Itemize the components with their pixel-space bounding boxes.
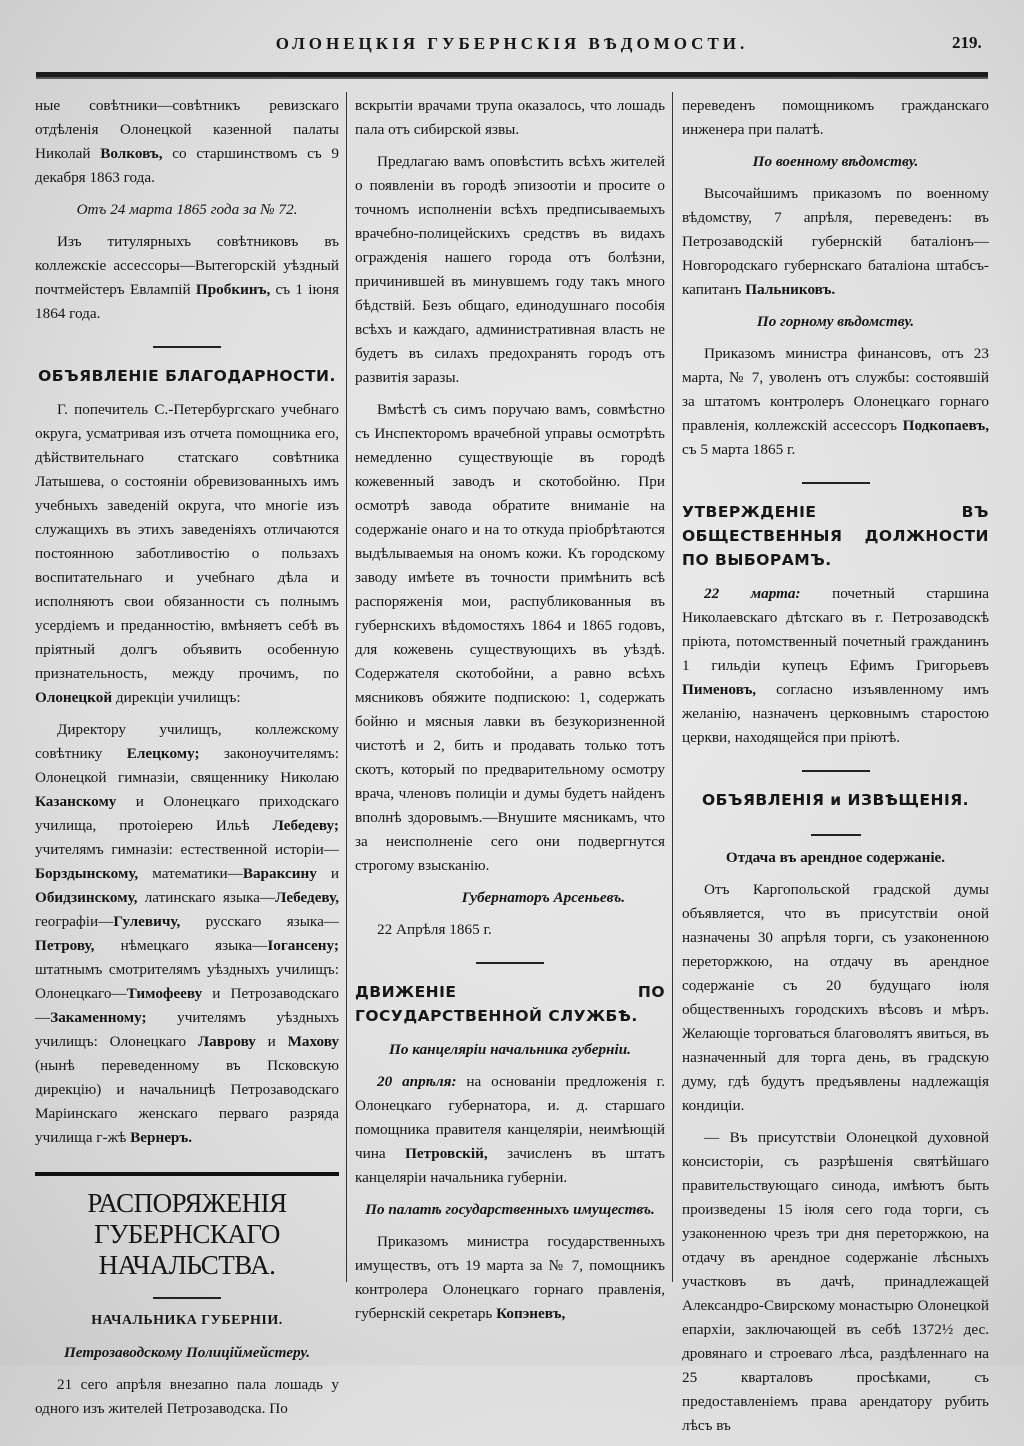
text-run: Г. попечитель С.-Петербургскаго учебнаго округа, усматривая изъ отчета помощника его, дѣйствительнаго статскаго совѣтника Латышева, о состояніи обревизованныхъ имъ учебныхъ заведеній округа, что многіе изъ служащихъ въ этихъ заведеніяхъ отличаются постоянною заботливостію о пользахъ воспитательнаго и учебнаго дѣла и исполняютъ свои обязанности съ полнымъ усердіемъ и преданностію, вмѣняетъ себѣ въ пріятный долгъ объявить особенную признательность, между прочимъ, по [35, 401, 339, 682]
text-run: латинскаго языка— [137, 889, 276, 906]
paragraph [355, 94, 665, 142]
subsection-heading: По горному вѣдомству. [756, 313, 915, 330]
column-1 [35, 94, 339, 1429]
bold-name: Іогансену; [267, 937, 339, 954]
section-heading: УТВЕРЖДЕНІЕ ВЪ ОБЩЕСТВЕННЫЯ ДОЛЖНОСТИ ПО ВЫБОРАМЪ. [682, 503, 989, 569]
divider [802, 482, 870, 484]
paragraph [35, 718, 339, 1150]
newspaper-title: ОЛОНЕЦКІЯ ГУБЕРНСКІЯ ВѢДОМОСТИ. [275, 34, 749, 53]
paragraph [35, 230, 339, 326]
divider [802, 770, 870, 772]
column-divider [672, 92, 673, 1282]
text-run: географіи— [35, 913, 114, 930]
paragraph [682, 94, 989, 142]
paragraph [355, 1070, 665, 1190]
text-run: переведенъ помощникомъ гражданскаго инженера при палатѣ. [682, 97, 989, 138]
bold-name: Пробкинъ, [195, 281, 271, 298]
paragraph [35, 398, 339, 710]
column-2 [355, 94, 665, 1334]
bold-name: Копэневъ, [496, 1305, 566, 1322]
text-run: вскрытіи врачами трупа оказалось, что лошадь пала отъ сибирской язвы. [355, 97, 665, 138]
text-run: съ 5 марта 1865 г. [682, 441, 796, 458]
paragraph [682, 582, 989, 750]
text-run: 21 сего апрѣля внезапно пала лошадь у одного изъ жителей Петрозаводска. По [35, 1376, 339, 1417]
paragraph [355, 1230, 665, 1326]
bold-name: Вараксину [242, 865, 317, 882]
section-heading: ДВИЖЕНІЕ ПО ГОСУДАРСТВЕННОЙ СЛУЖБѢ. [355, 983, 665, 1025]
paragraph [682, 342, 989, 462]
divider [153, 346, 221, 348]
section-rule [35, 1172, 339, 1176]
section-heading: ОБЪЯВЛЕНІЯ и ИЗВѢЩЕНІЯ. [701, 791, 970, 809]
paragraph [682, 182, 989, 302]
subsection-heading: По канцеляріи начальника губерніи. [389, 1041, 631, 1058]
divider [811, 834, 861, 836]
date-line: 22 Апрѣля 1865 г. [377, 921, 492, 938]
paragraph [355, 398, 665, 878]
text-run: и Олонецкаго приходскаго училища, протоіерею Ильѣ [35, 793, 339, 834]
divider [476, 962, 544, 964]
notice-heading: Отдача въ арендное содержаніе. [725, 849, 946, 866]
italic-date: 22 марта: [704, 585, 801, 602]
text-run: Директору училищъ, коллежскому совѣтнику [35, 721, 339, 762]
text-run: на основаніи предложенія г. Олонецкаго губернатора, и. д. старшаго помощника правителя канцеляріи, неимѣющій чина [355, 1073, 665, 1162]
text-run: зачисленъ въ штатъ канцеляріи начальника губерніи. [355, 1145, 665, 1186]
bold-name: Волковъ, [100, 145, 163, 162]
paragraph [35, 94, 339, 190]
text-run: учителямъ уѣздныхъ училищъ: Олонецкаго [35, 1009, 339, 1050]
bold-name: Лаврову [197, 1033, 256, 1050]
text-run: Отъ Каргопольской градской думы объявляется, что въ присутствіи оной назначены 30 апрѣля торги, съ узаконенною переторжкою, на отдачу въ арендное содержаніе съ 20 будущаго іюля общественныхъ городскихъ вѣсовъ и мѣръ. Желающіе торговаться благоволятъ явиться, въ назначенный для торга день, въ градскую думу, гдѣ будутъ предъявлены надлежащія кондиціи. [682, 881, 989, 1114]
text-run: Изъ титулярныхъ совѣтниковъ въ коллежскіе ассессоры—Вытегорскій уѣздный почтмейстеръ Евлампій [35, 233, 339, 298]
bold-name: Гулевичу, [113, 913, 181, 930]
bold-name: Махову [287, 1033, 339, 1050]
text-run: Приказомъ министра финансовъ, отъ 23 марта, № 7, уволенъ отъ службы: состоявшій за штатомъ контролеръ Олонецкаго горнаго правленія, коллежскій ассессоръ [682, 345, 989, 434]
big-section-heading [35, 1188, 339, 1281]
big-heading-line: РАСПОРЯЖЕНІЯ [87, 1188, 287, 1218]
text-run: русскаго языка— [180, 913, 339, 930]
bold-name: Обидзинскому, [35, 889, 138, 906]
page-number: 219. [952, 33, 982, 52]
subsection-heading: НАЧАЛЬНИКА ГУБЕРНІИ. [91, 1313, 283, 1328]
bold-name: Подкопаевъ, [902, 417, 989, 434]
bold-name: Казанскому [35, 793, 117, 810]
bold-name: Петровскій, [405, 1145, 488, 1162]
text-run: согласно изъявленному имъ желанію, назначенъ церковнымъ старостою церкви, находящейся при пріютѣ. [682, 681, 989, 746]
text-run: и [255, 1033, 288, 1050]
text-run: и Петрозаводскаго— [35, 985, 339, 1026]
text-run: Предлагаю вамъ оповѣстить всѣхъ жителей о появленіи въ городѣ эпизоотіи и просите о точномъ исполненіи всѣхъ предписываемыхъ врачебно-полицейскихъ средствъ въ видахъ огражденія нашего города отъ болѣзни, причинившей въ минувшемъ году такъ много бѣдствій. Безъ общаго, единодушнаго пособія всѣхъ и каждаго, административная власть не будетъ въ силахъ предохранять городъ отъ развитія заразы. [355, 153, 665, 386]
bold-name: Закаменному; [50, 1009, 147, 1026]
text-run: Приказомъ министра государственныхъ имуществъ, отъ 19 марта за № 7, помощникъ контролера Олонецкаго горнаго правленія, губернскій секретарь [355, 1233, 665, 1322]
section-heading: ОБЪЯВЛЕНІЕ БЛАГОДАРНОСТИ. [38, 367, 336, 385]
paragraph [35, 1373, 339, 1421]
bold-name: Пименовъ, [682, 681, 757, 698]
header-rule [36, 72, 988, 79]
bold-name: Тимофееву [126, 985, 203, 1002]
text-run: математики— [138, 865, 243, 882]
text-run: со старшинствомъ съ 9 декабря 1863 года. [35, 145, 339, 186]
text-run: съ 1 іюня 1864 года. [35, 281, 339, 322]
text-run: законоучителямъ: Олонецкой гимназіи, священнику Николаю [35, 745, 339, 786]
bold-name: Лебедеву; [272, 817, 339, 834]
bold-name: Пальниковъ. [745, 281, 836, 298]
column-divider [346, 92, 347, 1282]
bold-name: Петрову, [35, 937, 95, 954]
subsection-heading: По военному вѣдомству. [752, 153, 919, 170]
addressee: Петрозаводскому Полиціймейстеру. [63, 1344, 311, 1361]
text-run: почетный старшина Николаевскаго дѣтскаго въ г. Петрозаводскѣ пріюта, потомственный почетный гражданинъ 1 гильдіи купецъ Ефимъ Григорьевъ [682, 585, 989, 674]
divider [153, 1297, 221, 1299]
bold-name: Лебедеву, [275, 889, 339, 906]
bold-name: Елецкому; [126, 745, 200, 762]
text-run: и [316, 865, 339, 882]
order-subheading: Отъ 24 марта 1865 года за № 72. [76, 201, 298, 218]
subsection-heading: По палатѣ государственныхъ имуществъ. [365, 1201, 655, 1218]
paragraph [355, 150, 665, 390]
paragraph [682, 1126, 989, 1438]
text-run: учителямъ гимназіи: естественной исторіи— [35, 841, 339, 858]
text-run: ные совѣтники—совѣтникъ ревизскаго отдѣленія Олонецкой казенной палаты Николай [35, 97, 339, 162]
bold-name: Борздынскому, [35, 865, 139, 882]
text-run: дирекціи училищъ: [112, 689, 241, 706]
text-run: — Въ присутствіи Олонецкой духовной консисторіи, съ разрѣшенія святѣйшаго правительствующаго синода, имѣютъ быть произведены 15 іюля сего года торги, съ узаконенною чрезъ три дня переторжкою, на отдачу въ арендное содержаніе лѣсныхъ участковъ въ дачѣ, принадлежащей Александро-Свирскому монастырю Олонецкой епархіи, заключающей въ себѣ 1372½ дес. дровянаго и строеваго лѣса, раздѣленнаго на 25 кварталовъ просѣками, съ предоставленіемъ права арендатору рубить лѣсъ въ [682, 1129, 989, 1434]
big-heading-line: ГУБЕРНСКАГО НАЧАЛЬСТВА. [94, 1219, 280, 1280]
text-run: Высочайшимъ приказомъ по военному вѣдомству, 7 апрѣля, переведенъ: въ Петрозаводскій губернскій баталіонъ—Новгородскаго губернскаго баталіона штабсъ-капитанъ [682, 185, 989, 298]
text-run: штатнымъ смотрителямъ уѣздныхъ училищъ: Олонецкаго— [35, 961, 339, 1002]
text-run: (нынѣ переведенному въ Псковскую дирекцію) и начальницѣ Петрозаводскаго Маріинскаго женскаго перваго разряда училища г-жѣ [35, 1057, 339, 1146]
signature: Губернаторъ Арсеньевъ. [461, 889, 625, 906]
text-run: Вмѣстѣ съ симъ поручаю вамъ, совмѣстно съ Инспекторомъ врачебной управы осмотрѣть немедленно существующіе въ городѣ кожевенный заводъ и скотобойню. При осмотрѣ завода обратите вниманіе на содержаніе онаго и на то откуда пріобрѣтаются выдѣлываемыя на ономъ кожи. Къ городскому заводу имѣете въ точности примѣнить всѣ распоряженія мои, распубликованныя въ губернскихъ вѣдомостяхъ 1864 и 1865 годовъ, для кожевень существующихъ въ уѣздѣ. Содержателя скотобойни, а равно всѣхъ мясниковъ обяжите подпискою: 1, содержать бойню и мясныя лавки въ безукоризненной чистотѣ и 2, бить и продавать только тотъ скотъ, который по предварительному осмотру врача, членовъ полиціи и думы будетъ найденъ вполнѣ здоровымъ.—Внушите мясникамъ, что за неисполненіе сего они подвергнутся строгому взысканію. [355, 401, 665, 874]
bold-name: Олонецкой [35, 689, 113, 706]
italic-date: 20 апрѣля: [377, 1073, 457, 1090]
bold-name: Вернеръ. [130, 1129, 193, 1146]
column-3 [682, 94, 989, 1446]
paragraph [682, 878, 989, 1118]
text-run: нѣмецкаго языка— [94, 937, 268, 954]
